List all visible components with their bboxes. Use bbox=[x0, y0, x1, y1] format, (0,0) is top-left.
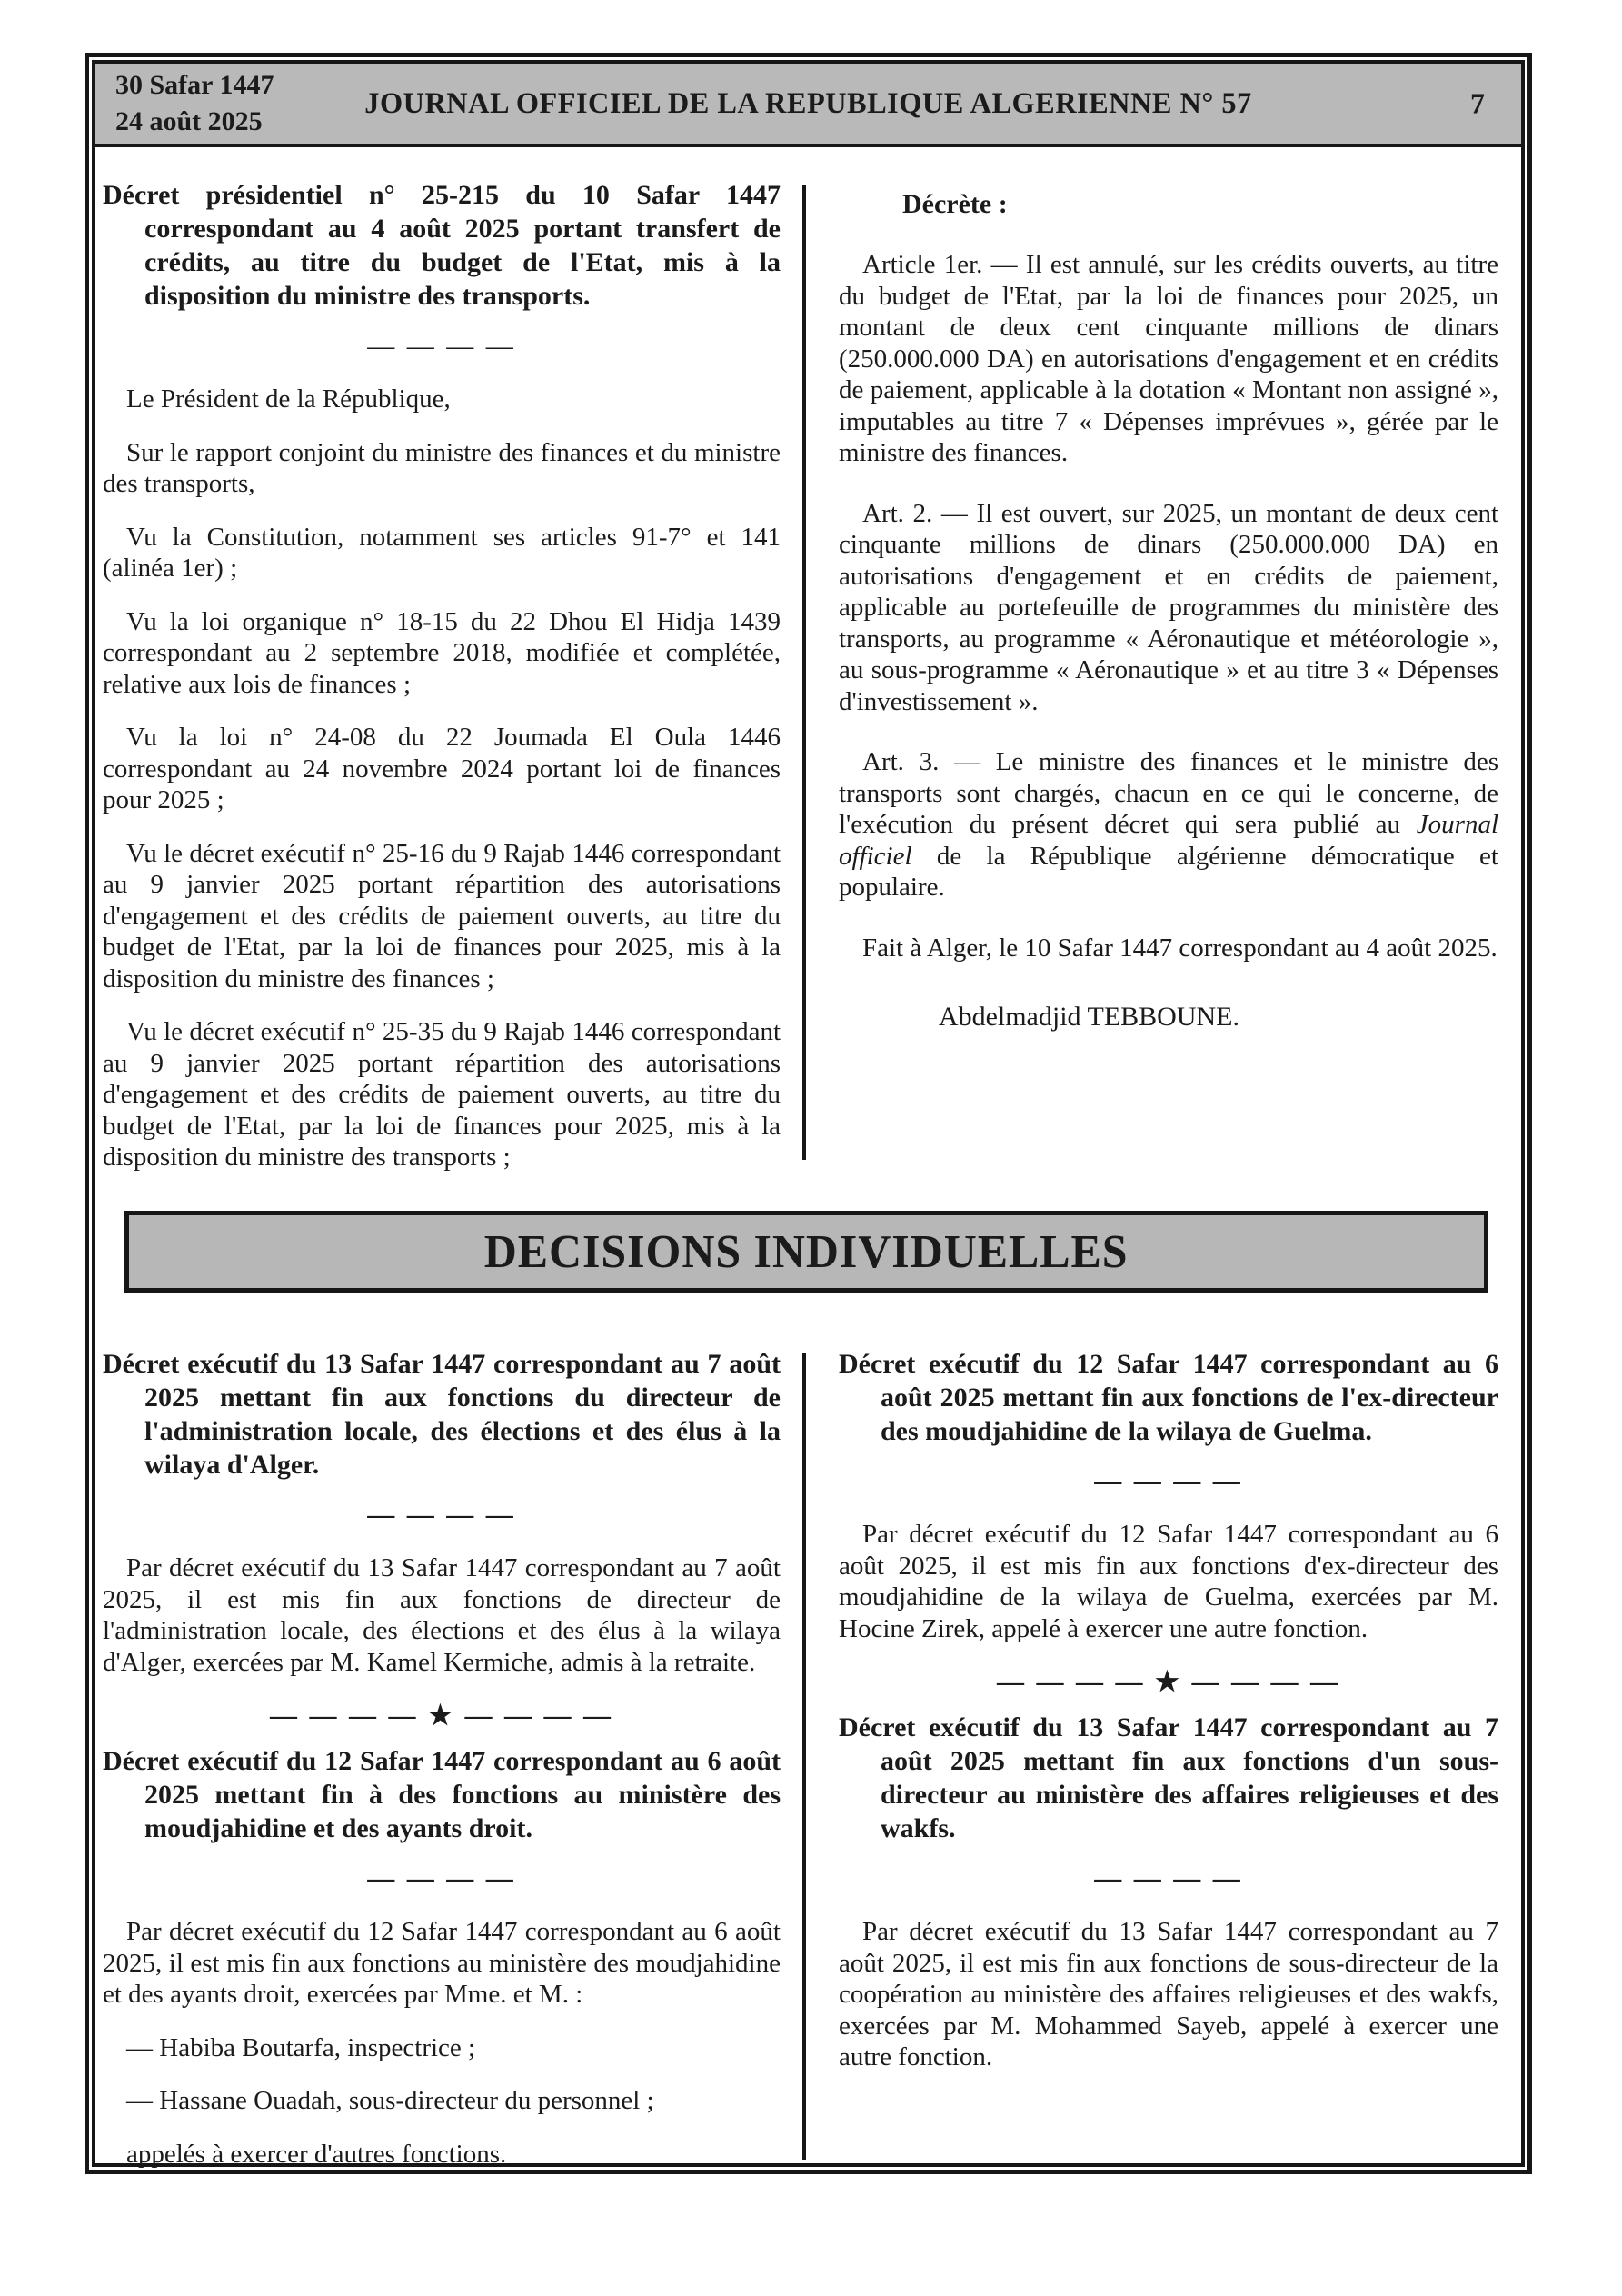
star-separator: — — — — ★ — — — — bbox=[270, 1701, 613, 1731]
dash-separator: — — — — bbox=[367, 331, 516, 361]
page-header bbox=[95, 64, 1521, 147]
section-banner bbox=[124, 1211, 1488, 1293]
paragraph: Par décret exécutif du 13 Safar 1447 correspondant au 7 août 2025, il est mis fin aux fonctions de directeur de l'administration locale, des élections et des élus à la wilaya d'Alger, exercées par M. Kamel Kermiche, admis à la retraite. bbox=[103, 1553, 781, 1677]
dash-separator: — — — — bbox=[1094, 1466, 1243, 1496]
page-frame-inner bbox=[92, 60, 1525, 2167]
paragraph: Vu la loi n° 24-08 du 22 Joumada El Oula 1446 correspondant au 24 novembre 2024 portant loi de finances pour 2025 ; bbox=[103, 723, 781, 814]
list-item: — Habiba Boutarfa, inspectrice ; bbox=[126, 2032, 476, 2062]
decree-heading: Décret exécutif du 12 Safar 1447 correspondant au 6 août 2025 mettant fin à des fonctions au ministère des moudjahidine et des ayants droit. bbox=[103, 1746, 781, 1843]
dash-separator: — — — — bbox=[1094, 1863, 1243, 1893]
article-2: Art. 2. — Il est ouvert, sur 2025, un montant de deux cent cinquante millions de dinars (250.000.000 DA) en autorisations d'engagement et en crédits de paiement, applicable au portefeuille de programmes du ministère des transports, au programme « Aéronautique et météorologie », au sous-programme « Aéronautique » et au titre 3 « Dépenses d'investissement ». bbox=[839, 498, 1498, 716]
paragraph: Par décret exécutif du 12 Safar 1447 correspondant au 6 août 2025, il est mis fin aux fonctions au ministère des moudjahidine et des ayants droit, exercées par Mme. et M. : bbox=[103, 1917, 781, 2009]
paragraph: Vu la loi organique n° 18-15 du 22 Dhou El Hidja 1439 correspondant au 2 septembre 2018, modifiée et complétée, relative aux lois de finances ; bbox=[103, 606, 781, 699]
decree-heading: Décret exécutif du 13 Safar 1447 correspondant au 7 août 2025 mettant fin aux fonctions du directeur de l'administration locale, des élections et des élus à la wilaya d'Alger. bbox=[103, 1349, 781, 1480]
column-bottom-right bbox=[839, 1347, 1498, 2073]
column-bottom-left bbox=[103, 1347, 781, 2170]
column-top-left bbox=[103, 178, 781, 1173]
journal-title: JOURNAL OFFICIEL DE LA REPUBLIQUE ALGERIENNE N° 57 bbox=[364, 86, 1252, 120]
decree-heading: Décret exécutif du 13 Safar 1447 correspondant au 7 août 2025 mettant fin aux fonctions d'un sous-directeur au ministère des affaires religieuses et des wakfs. bbox=[839, 1712, 1498, 1843]
article-3 bbox=[839, 746, 1498, 903]
signature: Abdelmadjid TEBBOUNE. bbox=[938, 1002, 1239, 1032]
paragraph: Vu la Constitution, notamment ses articles 91-7° et 141 (alinéa 1er) ; bbox=[103, 522, 781, 583]
column-divider-top bbox=[802, 185, 806, 1160]
column-top-right bbox=[839, 178, 1498, 1033]
article-3-text-end: de la République algérienne démocratique et populaire. bbox=[839, 841, 1498, 902]
column-divider-bottom bbox=[802, 1353, 806, 2160]
page-frame bbox=[85, 53, 1532, 2174]
paragraph: Par décret exécutif du 12 Safar 1447 correspondant au 6 août 2025, il est mis fin aux fonctions d'ex-directeur des moudjahidine de la wilaya de Guelma, exercées par M. Hocine Zirek, appelé à exercer une autre fonction. bbox=[839, 1520, 1498, 1643]
hijri-date: 30 Safar 1447 bbox=[115, 70, 274, 100]
section-banner-title: DECISIONS INDIVIDUELLES bbox=[484, 1225, 1129, 1278]
article-1: Article 1er. — Il est annulé, sur les crédits ouverts, au titre du budget de l'Etat, par la loi de finances pour 2025, un montant de deux cent cinquante millions de dinars (250.000.000 DA) en autorisations d'engagement et en crédits de paiement, applicable à la dotation « Montant non assigné », imputables au titre 7 « Dépenses imprévues », gérée par le ministre des finances. bbox=[839, 250, 1498, 467]
decree-heading: Décret exécutif du 12 Safar 1447 correspondant au 6 août 2025 mettant fin aux fonctions de l'ex-directeur des moudjahidine de la wilaya de Guelma. bbox=[839, 1349, 1498, 1446]
list-item: — Hassane Ouadah, sous-directeur du personnel ; bbox=[126, 2086, 654, 2115]
paragraph: Le Président de la République, bbox=[126, 384, 451, 414]
decrete-label: Décrète : bbox=[902, 189, 1008, 219]
article-3-text: Art. 3. — Le ministre des finances et le ministre des transports sont chargés, chacun en ce qui le concerne, de l'exécution du présent décret qui sera publié au bbox=[839, 747, 1498, 839]
paragraph: Par décret exécutif du 13 Safar 1447 correspondant au 7 août 2025, il est mis fin aux fonctions de sous-directeur de la coopération au ministère des affaires religieuses et des wakfs, exercées par M. Mohammed Sayeb, appelé à exercer une autre fonction. bbox=[839, 1917, 1498, 2071]
fait-a-alger: Fait à Alger, le 10 Safar 1447 correspondant au 4 août 2025. bbox=[862, 933, 1498, 963]
dash-separator: — — — — bbox=[367, 1500, 516, 1530]
journal-officiel-italic: Journal officiel bbox=[839, 810, 1498, 871]
dash-separator: — — — — bbox=[367, 1863, 516, 1893]
paragraph: Vu le décret exécutif n° 25-35 du 9 Rajab 1446 correspondant au 9 janvier 2025 portant répartition des autorisations d'engagement et des crédits de paiement ouverts, au titre du budget de l'Etat, par la loi de finances pour 2025, mis à la disposition du ministre des transports ; bbox=[103, 1017, 781, 1172]
paragraph: appelés à exercer d'autres fonctions. bbox=[126, 2139, 507, 2169]
gregorian-date: 24 août 2025 bbox=[115, 106, 263, 136]
decree-heading: Décret présidentiel n° 25-215 du 10 Safar 1447 correspondant au 4 août 2025 portant transfert de crédits, au titre du budget de l'Etat, mis à la disposition du ministre des transports. bbox=[103, 180, 781, 311]
page-number: 7 bbox=[1470, 86, 1485, 120]
paragraph: Vu le décret exécutif n° 25-16 du 9 Rajab 1446 correspondant au 9 janvier 2025 portant répartition des autorisations d'engagement et des crédits de paiement ouverts, au titre du budget de l'Etat, par la loi de finances pour 2025, mis à la disposition du ministre des finances ; bbox=[103, 838, 781, 993]
paragraph: Sur le rapport conjoint du ministre des finances et du ministre des transports, bbox=[103, 437, 781, 498]
star-separator: — — — — ★ — — — — bbox=[997, 1667, 1340, 1697]
